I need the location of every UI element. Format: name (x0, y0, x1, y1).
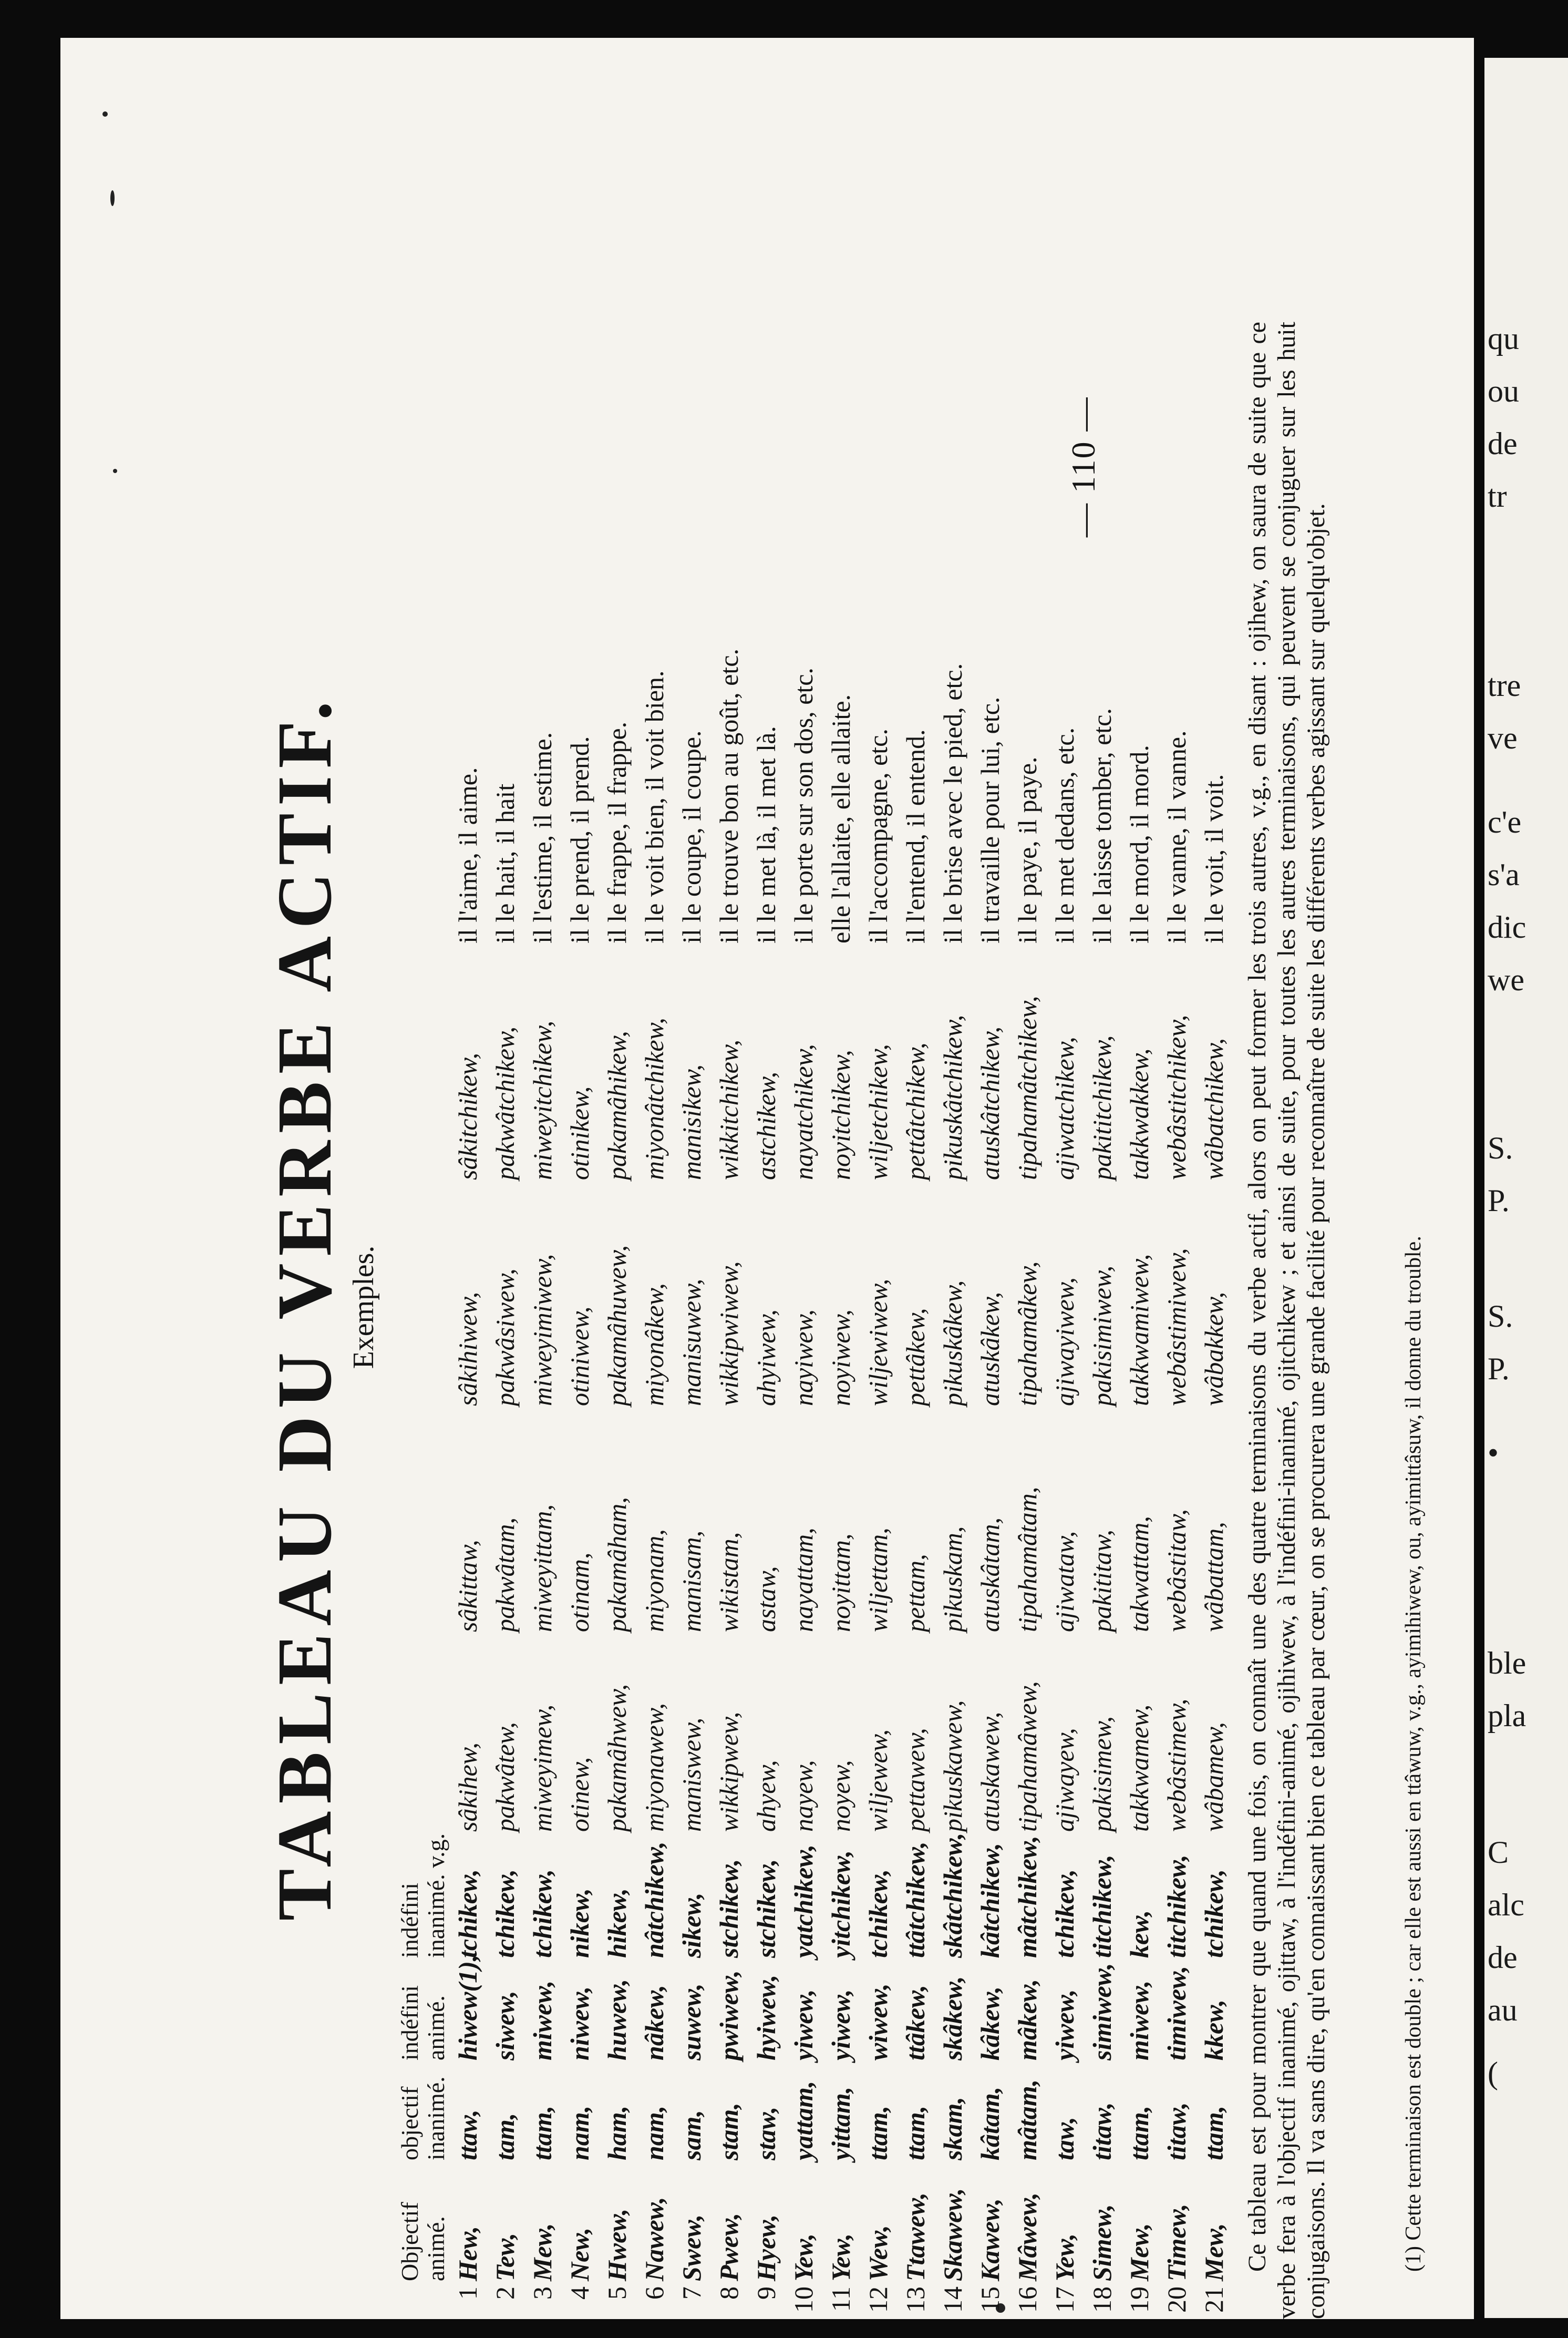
table-cell: il le laisse tomber, etc. (1087, 708, 1117, 944)
table-cell: kâtchikew, (975, 1843, 1005, 1958)
table-cell: il le porte sur son dos, etc. (789, 668, 818, 944)
table-cell: tchikew, (453, 1869, 482, 1958)
stub-text: tre (1488, 668, 1521, 703)
table-cell: yattam, (789, 2080, 818, 2160)
table-cell: pakamâhikew, (602, 1031, 632, 1180)
table-cell: taw, (1050, 2117, 1079, 2160)
table-cell: pikuskâtchikew, (938, 1014, 967, 1180)
table-cell: il le met dedans, etc. (1050, 727, 1079, 944)
stub-text: c'e (1488, 805, 1522, 839)
table-cell: pakisimiwew, (1087, 1265, 1117, 1406)
table-row (897, 295, 934, 2319)
table-cell: skam, (938, 2097, 967, 2160)
table-cell: Yew, (826, 2233, 855, 2281)
table-cell: wiljewew, (863, 1729, 893, 1832)
table-cell: mâtchikew, (1013, 1835, 1042, 1958)
col-header-indefini-anime: indéfini animé. (396, 1985, 449, 2060)
table-cell: 4 (565, 2286, 594, 2300)
table-cell: tchikew, (863, 1869, 893, 1958)
stub-text: au (1488, 1993, 1518, 2027)
table-cell: il l'entend, il entend. (901, 729, 930, 944)
table-cell: pettam, (901, 1554, 930, 1632)
table-cell: atuskâkew, (975, 1291, 1005, 1406)
table-cell: il le prend, il prend. (565, 736, 594, 944)
table-cell: ajiwayiwew, (1050, 1277, 1079, 1406)
stub-text: ( (1488, 2056, 1498, 2090)
table-row (934, 295, 972, 2319)
table-cell: pakititaw, (1087, 1530, 1117, 1632)
table-cell: noyitchikew, (826, 1050, 855, 1180)
table-cell: Skawew, (938, 2188, 967, 2281)
table-cell: titaw, (1087, 2102, 1117, 2160)
table-cell: suwew, (677, 1983, 706, 2060)
table-cell: atuskawew, (975, 1711, 1005, 1832)
table-cell: nam, (565, 2105, 594, 2160)
table-cell: miwew, (528, 1980, 557, 2060)
table-row (1158, 295, 1195, 2319)
table-row (972, 295, 1009, 2319)
table-cell: pettâkew, (901, 1308, 930, 1406)
table-row (822, 295, 860, 2319)
table-cell: astaw, (751, 1566, 781, 1632)
footnote: (1) Cette terminaison est double ; car elle est aussi en ttâwuw, v.g., ayimihiwew, ou, ayimittâsuw, il donne du trouble. (1401, 1236, 1426, 2272)
table-cell: manisuwew, (677, 1278, 706, 1406)
table-cell: il le paye, il paye. (1013, 756, 1042, 944)
table-cell: Nawew, (639, 2197, 669, 2281)
table-cell: Yew, (1050, 2233, 1079, 2281)
table-cell: wâbatchikew, (1199, 1038, 1229, 1180)
table-cell: il le voit bien, il voit bien. (639, 670, 669, 944)
table-row (673, 295, 710, 2319)
table-cell: mâkew, (1013, 1978, 1042, 2060)
table-cell: 11 (826, 2286, 855, 2312)
table-cell: kkew, (1199, 1999, 1229, 2060)
stub-text: s'a (1488, 857, 1520, 892)
table-cell: otiniwew, (565, 1306, 594, 1406)
table-cell: noyiwew, (826, 1309, 855, 1406)
table-cell: takkwamiwew, (1125, 1254, 1154, 1406)
table-cell: maniswew, (677, 1717, 706, 1832)
table-cell: mâtam, (1013, 2079, 1042, 2160)
table-cell: wâbakkew, (1199, 1291, 1229, 1406)
table-cell: ajiwataw, (1050, 1531, 1079, 1632)
table-cell: astchikew, (751, 1072, 781, 1180)
col-header-objectif-anime: Objectif animé. (396, 2202, 449, 2281)
table-cell: wâbattam, (1199, 1522, 1229, 1632)
table-cell: kew, (1125, 1910, 1154, 1958)
table-cell: Mew, (1125, 2223, 1154, 2281)
table-cell: Tew, (490, 2232, 520, 2281)
table-cell: otinikew, (565, 1086, 594, 1180)
table-cell: miyonam, (639, 1529, 669, 1632)
rotated-page-content (260, 295, 1442, 2319)
table-cell: manisam, (677, 1530, 706, 1632)
table-cell: staw, (751, 2106, 781, 2160)
table-cell: tchikew, (528, 1869, 557, 1958)
table-cell: miweyimew, (528, 1704, 557, 1832)
table-cell: noyew, (826, 1760, 855, 1832)
table-cell: Ttawew, (901, 2192, 930, 2281)
table-cell: webâstimiwew, (1162, 1248, 1191, 1406)
next-page-edge (1484, 58, 1568, 2318)
table-cell: il le voit, il voit. (1199, 774, 1229, 944)
table-cell: wiwew, (863, 1983, 893, 2060)
stub-text: • (1488, 1435, 1499, 1470)
table-cell: miweyimiwew, (528, 1254, 557, 1406)
speck (113, 469, 117, 473)
table-cell: webâstitaw, (1162, 1509, 1191, 1632)
table-cell: ajiwayew, (1050, 1728, 1079, 1832)
table-cell: pikuskawew, (938, 1700, 967, 1832)
table-cell: webâstitchikew, (1162, 1014, 1191, 1180)
table-cell: 12 (863, 2286, 893, 2313)
table-cell: hiwew(1), (453, 1954, 482, 2060)
table-cell: 18 (1087, 2286, 1117, 2313)
table-cell: Timew, (1162, 2203, 1191, 2281)
stub-text: de (1488, 1940, 1518, 1975)
table-cell: Kawew, (975, 2198, 1005, 2281)
table-cell: il le vanne, il vanne. (1162, 730, 1191, 944)
table-cell: sâkihiwew, (453, 1291, 482, 1406)
table-cell: pakamâhwew, (602, 1684, 632, 1832)
table-cell: wikkipwiwew, (714, 1261, 744, 1406)
table-cell: hyiwew, (751, 1974, 781, 2060)
table-cell: skâkew, (938, 1976, 967, 2060)
table-cell: nayiwew, (789, 1309, 818, 1406)
table-cell: kâkew, (975, 1986, 1005, 2060)
table-cell: 6 (639, 2286, 669, 2300)
col-header-objectif-inanime: objectif inanimé. (396, 2076, 449, 2160)
table-cell: 5 (602, 2286, 632, 2300)
table-cell: 16 (1013, 2286, 1042, 2313)
table-cell: pakamâhuwew, (602, 1245, 632, 1406)
table-cell: atuskâtchikew, (975, 1026, 1005, 1180)
table-cell: Mâwew, (1013, 2192, 1042, 2281)
table-cell: ttam, (901, 2105, 930, 2160)
table-cell: pakwâtchikew, (490, 1026, 520, 1180)
table-cell: timiwew, (1162, 1965, 1191, 2060)
table-cell: miyonawew, (639, 1703, 669, 1832)
table-cell: nayattam, (789, 1527, 818, 1632)
table-cell: ttaw, (453, 2109, 482, 2160)
table-cell: takkwamew, (1125, 1704, 1154, 1832)
table-cell: 1 (453, 2286, 482, 2300)
table-row (710, 295, 748, 2319)
stub-text: ve (1488, 721, 1518, 755)
table-cell: il le brise avec le pied, etc. (938, 663, 967, 944)
stub-text: de (1488, 426, 1518, 461)
table-cell: sam, (677, 2110, 706, 2160)
table-cell: stchikew, (751, 1859, 781, 1958)
table-cell: pakwâsiwew, (490, 1268, 520, 1406)
table-cell: skâtchikew, (938, 1832, 967, 1958)
table-cell: stam, (714, 2103, 744, 2160)
table-row (561, 295, 599, 2319)
table-cell: 20 (1162, 2286, 1191, 2313)
table-cell: Mew, (1199, 2223, 1229, 2281)
table-cell: ahyew, (751, 1760, 781, 1832)
table-cell: il l'estime, il estime. (528, 732, 557, 944)
table-cell: Wew, (863, 2225, 893, 2281)
stub-text: ou (1488, 374, 1519, 408)
table-cell: sâkihew, (453, 1742, 482, 1832)
speck (110, 190, 115, 206)
table-cell: pakamâham, (602, 1497, 632, 1632)
table-cell: huwew, (602, 1978, 632, 2060)
table-cell: wikistam, (714, 1532, 744, 1632)
table-cell: ahyiwew, (751, 1309, 781, 1406)
stub-text: C (1488, 1835, 1509, 1870)
table-cell: wâbamew, (1199, 1722, 1229, 1832)
table-cell: miyonâtchikew, (639, 1018, 669, 1180)
table-row (524, 295, 561, 2319)
table-cell: ttam, (528, 2105, 557, 2160)
table-cell: 7 (677, 2286, 706, 2300)
table-cell: otinew, (565, 1757, 594, 1832)
table-cell: Hew, (453, 2226, 482, 2281)
table-cell: tipahamâtchikew, (1013, 996, 1042, 1180)
table-cell: pwiwew, (714, 1970, 744, 2060)
table-cell: elle l'allaite, elle allaite. (826, 694, 855, 944)
table-cell: sâkitchikew, (453, 1052, 482, 1180)
table-body (449, 295, 1233, 2319)
table-cell: ttâkew, (901, 1985, 930, 2060)
table-cell: simiwew, (1087, 1963, 1117, 2060)
table-row (599, 295, 636, 2319)
table-cell: 21 (1199, 2286, 1229, 2313)
stub-text: P. (1488, 1183, 1510, 1218)
table-cell: nâtchikew, (639, 1841, 669, 1958)
table-cell: tchikew, (490, 1869, 520, 1958)
table-cell: ttâtchikew, (901, 1841, 930, 1958)
table-cell: tipahamâtam, (1013, 1486, 1042, 1632)
table-row (487, 295, 524, 2319)
table-cell: noyittam, (826, 1533, 855, 1632)
table-cell: sâkittaw, (453, 1540, 482, 1632)
table-cell: sikew, (677, 1892, 706, 1958)
table-cell: manisikew, (677, 1064, 706, 1180)
table-cell: ttam, (863, 2105, 893, 2160)
table-cell: il le trouve bon au goût, etc. (714, 649, 744, 944)
table-cell: takkwakkew, (1125, 1048, 1154, 1180)
table-cell: il le coupe, il coupe. (677, 730, 706, 944)
table-cell: 2 (490, 2286, 520, 2300)
table-row (1195, 295, 1233, 2319)
table-cell: Yew, (789, 2233, 818, 2281)
table-cell: miyonâkew, (639, 1283, 669, 1406)
table-cell: yittam, (826, 2086, 855, 2160)
table-cell: il le hait, il hait (490, 783, 520, 944)
table-cell: il travaille pour lui, etc. (975, 696, 1005, 944)
table-cell: Pwew, (714, 2212, 744, 2281)
table-cell: Hwew, (602, 2208, 632, 2281)
table-cell: otinam, (565, 1552, 594, 1632)
table-row (1121, 295, 1158, 2319)
table-cell: yitchikew, (826, 1850, 855, 1958)
table-cell: ajiwatchikew, (1050, 1037, 1079, 1180)
table-cell: tipahamâwew, (1013, 1681, 1042, 1832)
page-subtitle: Exemples. (347, 1245, 380, 1369)
table-row (860, 295, 897, 2319)
table-cell: nâkew, (639, 1985, 669, 2060)
table-cell: pakwâtam, (490, 1517, 520, 1632)
table-header (397, 295, 449, 2319)
table-cell: takwattam, (1125, 1516, 1154, 1632)
table-cell: Swew, (677, 2214, 706, 2281)
table-cell: wikkitchikew, (714, 1039, 744, 1180)
table-cell: webâstimew, (1162, 1698, 1191, 1832)
page-number: — 110 — (1065, 396, 1102, 537)
table-cell: wiljewiwew, (863, 1278, 893, 1406)
table-row (1084, 295, 1121, 2319)
table-row (449, 295, 487, 2319)
table-cell: titchikew, (1162, 1854, 1191, 1958)
stub-text: qu (1488, 321, 1519, 356)
table-cell: siwew, (490, 1991, 520, 2060)
stub-text: tr (1488, 479, 1507, 514)
table-cell: yiwew, (789, 1989, 818, 2060)
stub-text: dic (1488, 910, 1526, 945)
table-cell: niwew, (565, 1986, 594, 2060)
table-cell: pettawew, (901, 1728, 930, 1832)
stub-text: S. (1488, 1131, 1513, 1165)
scanned-page (60, 38, 1474, 2319)
stub-text: S. (1488, 1299, 1513, 1334)
table-cell: 19 (1125, 2286, 1154, 2313)
table-cell: pikuskâkew, (938, 1280, 967, 1406)
table-cell: ham, (602, 2105, 632, 2160)
table-cell: kâtam, (975, 2086, 1005, 2160)
table-cell: yiwew, (826, 1989, 855, 2060)
table-cell: Simew, (1087, 2204, 1117, 2281)
table-cell: tchikew, (1050, 1869, 1079, 1958)
table-cell: atuskâtam, (975, 1517, 1005, 1632)
table-cell: titchikew, (1087, 1854, 1117, 1958)
stub-text: ble (1488, 1646, 1526, 1680)
stub-text: alc (1488, 1888, 1524, 1922)
table-row (636, 295, 673, 2319)
table-cell: nayew, (789, 1760, 818, 1832)
table-cell: il l'aime, il aime. (453, 767, 482, 944)
table-cell: hikew, (602, 1888, 632, 1958)
stub-text: pla (1488, 1698, 1526, 1733)
table-cell: tam, (490, 2113, 520, 2160)
verb-table (397, 295, 1233, 2319)
table-cell: miweyitchikew, (528, 1020, 557, 1180)
explanatory-paragraph: Ce tableau est pour montrer que quand une fois, on connaît une des quatre terminaisons du verbe actif, alors on peut former les trois autres, v.g., en disant : ojihew, on saura de suite que ce verbe fera à l'objectif inanimé, ojittaw, à l'indéfini-animé, ojihiwew, à l'indéfini-inanimé, ojitchikew ; et ainsi de suite, pour toutes les autres terminaisons, qui peuvent se conjuguer sur les huit conjugaisons. Il va sans dire, qu'en connaissant bien ce tableau par cœur, on se procurera une grande facilité pour reconnaître de suite les différents verbes agissant sur quelqu'objet. (1243, 322, 1330, 2319)
table-cell: il le frappe, il frappe. (602, 721, 632, 944)
col-header-indefini-inanime: indéfini inanimé. v.g. (396, 1833, 449, 1958)
table-cell: 15 (975, 2286, 1005, 2313)
table-cell: tchikew, (1199, 1869, 1229, 1958)
table-cell: 3 (528, 2286, 557, 2300)
table-cell: wikkipwew, (714, 1711, 744, 1832)
table-cell: nayatchikew, (789, 1044, 818, 1180)
table-cell: nam, (639, 2105, 669, 2160)
table-cell: nikew, (565, 1888, 594, 1958)
table-cell: pettâtchikew, (901, 1042, 930, 1180)
table-cell: pakwâtew, (490, 1722, 520, 1832)
table-cell: 17 (1050, 2286, 1079, 2313)
stub-text: P. (1488, 1351, 1510, 1386)
table-cell: 13 (901, 2286, 930, 2313)
table-cell: yiwew, (1050, 1989, 1079, 2060)
table-row (1009, 295, 1046, 2319)
table-cell: 8 (714, 2286, 744, 2300)
table-cell: wiljetchikew, (863, 1044, 893, 1180)
table-cell: Mew, (528, 2223, 557, 2281)
table-cell: il le met là, il met là. (751, 726, 781, 944)
speck (102, 111, 108, 117)
table-cell: 10 (789, 2286, 818, 2313)
table-cell: yatchikew, (789, 1844, 818, 1958)
table-row (1046, 295, 1084, 2319)
table-cell: titaw, (1162, 2102, 1191, 2160)
table-cell: pakisimew, (1087, 1716, 1117, 1832)
table-cell: pakititchikew, (1087, 1035, 1117, 1180)
table-cell: pikuskam, (938, 1526, 967, 1632)
stub-text: we (1488, 962, 1524, 997)
table-cell: New, (565, 2227, 594, 2281)
table-cell: Hyew, (751, 2214, 781, 2281)
table-cell: ttam, (1199, 2105, 1229, 2160)
table-row (748, 295, 785, 2319)
table-cell: tipahamâkew, (1013, 1261, 1042, 1406)
table-cell: stchikew, (714, 1859, 744, 1958)
table-cell: il l'accompagne, etc. (863, 729, 893, 944)
table-cell: ttam, (1125, 2105, 1154, 2160)
page-title: TABLEAU DU VERBE ACTIF. (262, 693, 348, 1921)
table-row (785, 295, 822, 2319)
table-cell: wiljettam, (863, 1527, 893, 1632)
table-cell: miweyittam, (528, 1504, 557, 1632)
table-cell: 14 (938, 2286, 967, 2313)
table-cell: 9 (751, 2286, 781, 2300)
table-cell: il le mord, il mord. (1125, 745, 1154, 944)
table-cell: miwew, (1125, 1980, 1154, 2060)
